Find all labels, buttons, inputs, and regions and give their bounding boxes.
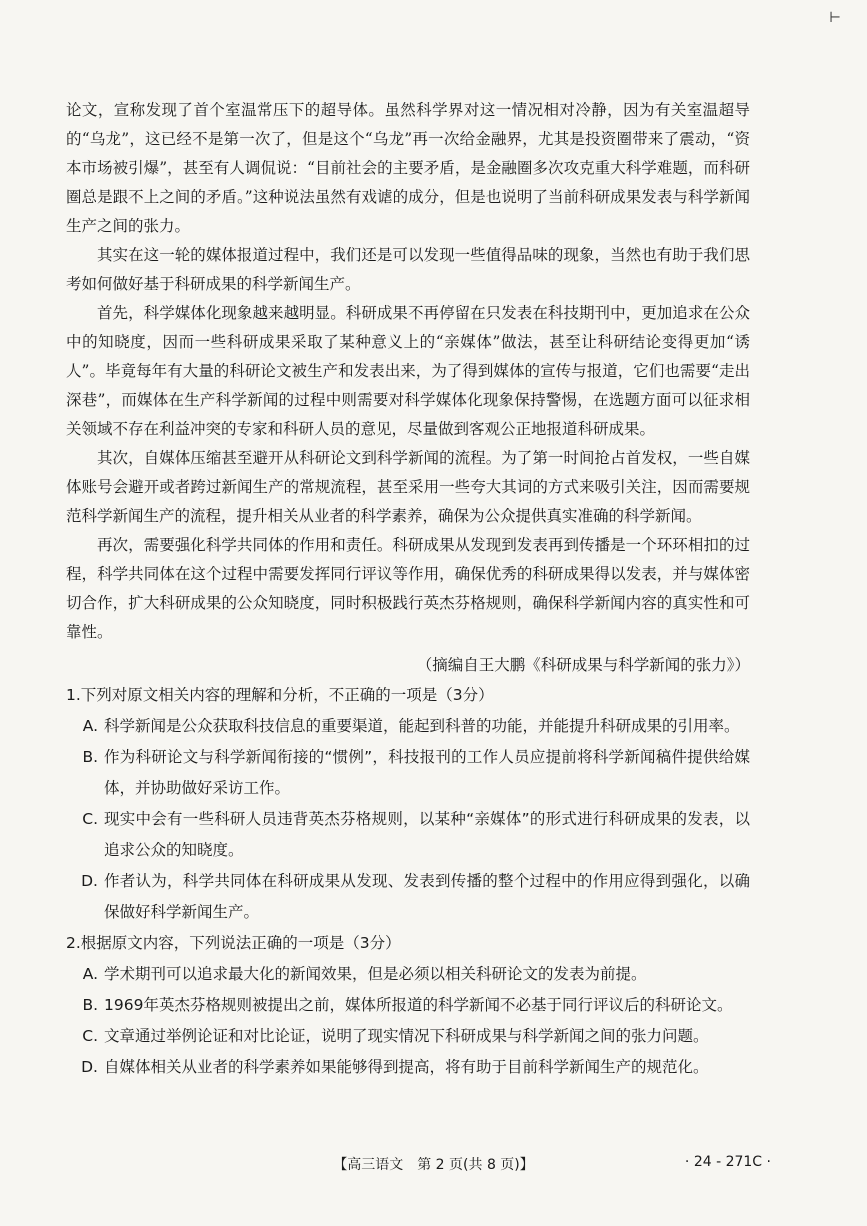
page-footer — [0, 1150, 867, 1180]
option-text: 作为科研论文与科学新闻衔接的“惯例”，科技报刊的工作人员应提前将科学新闻稿件提供给媒体，并协助做好采访工作。 — [104, 748, 750, 797]
option-text: 文章通过举例论证和对比论证，说明了现实情况下科研成果与科学新闻之间的张力问题。 — [104, 1027, 709, 1045]
option-text: 作者认为，科学共同体在科研成果从发现、发表到传播的整个过程中的作用应得到强化，以确保做好科学新闻生产。 — [104, 872, 750, 921]
option-letter: D. — [81, 1058, 98, 1076]
option-text: 1969年英杰芬格规则被提出之前，媒体所报道的科学新闻不必基于同行评议后的科研论文。 — [104, 996, 733, 1014]
option-a — [66, 711, 750, 742]
option-letter: A. — [82, 717, 98, 735]
corner-crop-mark: ⊢ — [828, 10, 841, 26]
footer-page-label: 【高三语文 第 2 页(共 8 页)】 — [333, 1157, 534, 1173]
option-a — [66, 959, 750, 990]
option-text: 学术期刊可以追求最大化的新闻效果，但是必须以相关科研论文的发表为前提。 — [104, 965, 647, 983]
option-text: 现实中会有一些科研人员违背英杰芬格规则，以某种“亲媒体”的形式进行科研成果的发表，以追求公众的知晓度。 — [104, 810, 750, 859]
exam-page — [66, 96, 750, 1083]
question-2 — [66, 928, 750, 1083]
option-letter: B. — [82, 996, 98, 1014]
option-letter: C. — [82, 1027, 98, 1045]
article-source: （摘编自王大鹏《科研成果与科学新闻的张力》） — [416, 656, 750, 674]
option-c — [66, 1021, 750, 1052]
option-c — [66, 804, 750, 866]
article-paragraph-3: 首先，科学媒体化现象越来越明显。科研成果不再停留在只发表在科技期刊中，更加追求在公众中的知晓度，因而一些科研成果采取了某种意义上的“亲媒体”做法，甚至让科研结论变得更加“诱人”。毕竟每年有大量的科研论文被生产和发表出来，为了得到媒体的宣传与报道，它们也需要“走出深巷”，而媒体在生产科学新闻的过程中则需要对科学媒体化现象保持警惕，在选题方面可以征求相关领域不存在利益冲突的专家和科研人员的意见，尽量做到客观公正地报道科研成果。 — [66, 304, 750, 438]
option-text: 科学新闻是公众获取科技信息的重要渠道，能起到科普的功能，并能提升科研成果的引用率。 — [104, 717, 740, 735]
option-b — [66, 742, 750, 804]
article-paragraph-2: 其实在这一轮的媒体报道过程中，我们还是可以发现一些值得品味的现象，当然也有助于我们思考如何做好基于科研成果的科学新闻生产。 — [66, 246, 750, 293]
option-text: 自媒体相关从业者的科学素养如果能够得到提高，将有助于目前科学新闻生产的规范化。 — [104, 1058, 709, 1076]
article-paragraph-1: 论文，宣称发现了首个室温常压下的超导体。虽然科学界对这一情况相对冷静，因为有关室温超导的“乌龙”，这已经不是第一次了，但是这个“乌龙”再一次给金融界，尤其是投资圈带来了震动，“资本市场被引爆”，甚至有人调侃说：“目前社会的主要矛盾，是金融圈多次攻克重大科学难题，而科研圈总是跟不上之间的矛盾。”这种说法虽然有戏谑的成分，但是也说明了当前科研成果发表与科学新闻生产之间的张力。 — [66, 101, 750, 235]
option-letter: D. — [81, 872, 98, 890]
option-d — [66, 1052, 750, 1083]
footer-exam-code: · 24 - 271C · — [684, 1154, 771, 1170]
article — [66, 96, 750, 680]
option-b — [66, 990, 750, 1021]
option-d — [66, 866, 750, 928]
article-paragraph-5: 再次，需要强化科学共同体的作用和责任。科研成果从发现到发表再到传播是一个环环相扣的过程，科学共同体在这个过程中需要发挥同行评议等作用，确保优秀的科研成果得以发表，并与媒体密切合作，扩大科研成果的公众知晓度，同时积极践行英杰芬格规则，确保科学新闻内容的真实性和可靠性。 — [66, 536, 750, 641]
option-letter: A. — [82, 965, 98, 983]
option-letter: C. — [82, 810, 98, 828]
question-stem: 2.根据原文内容，下列说法正确的一项是（3分） — [66, 934, 401, 952]
question-stem: 1.下列对原文相关内容的理解和分析，不正确的一项是（3分） — [66, 686, 494, 704]
option-letter: B. — [82, 748, 98, 766]
article-paragraph-4: 其次，自媒体压缩甚至避开从科研论文到科学新闻的流程。为了第一时间抢占首发权，一些自媒体账号会避开或者跨过新闻生产的常规流程，甚至采用一些夸大其词的方式来吸引关注，因而需要规范科学新闻生产的流程，提升相关从业者的科学素养，确保为公众提供真实准确的科学新闻。 — [66, 449, 750, 525]
question-1 — [66, 680, 750, 928]
